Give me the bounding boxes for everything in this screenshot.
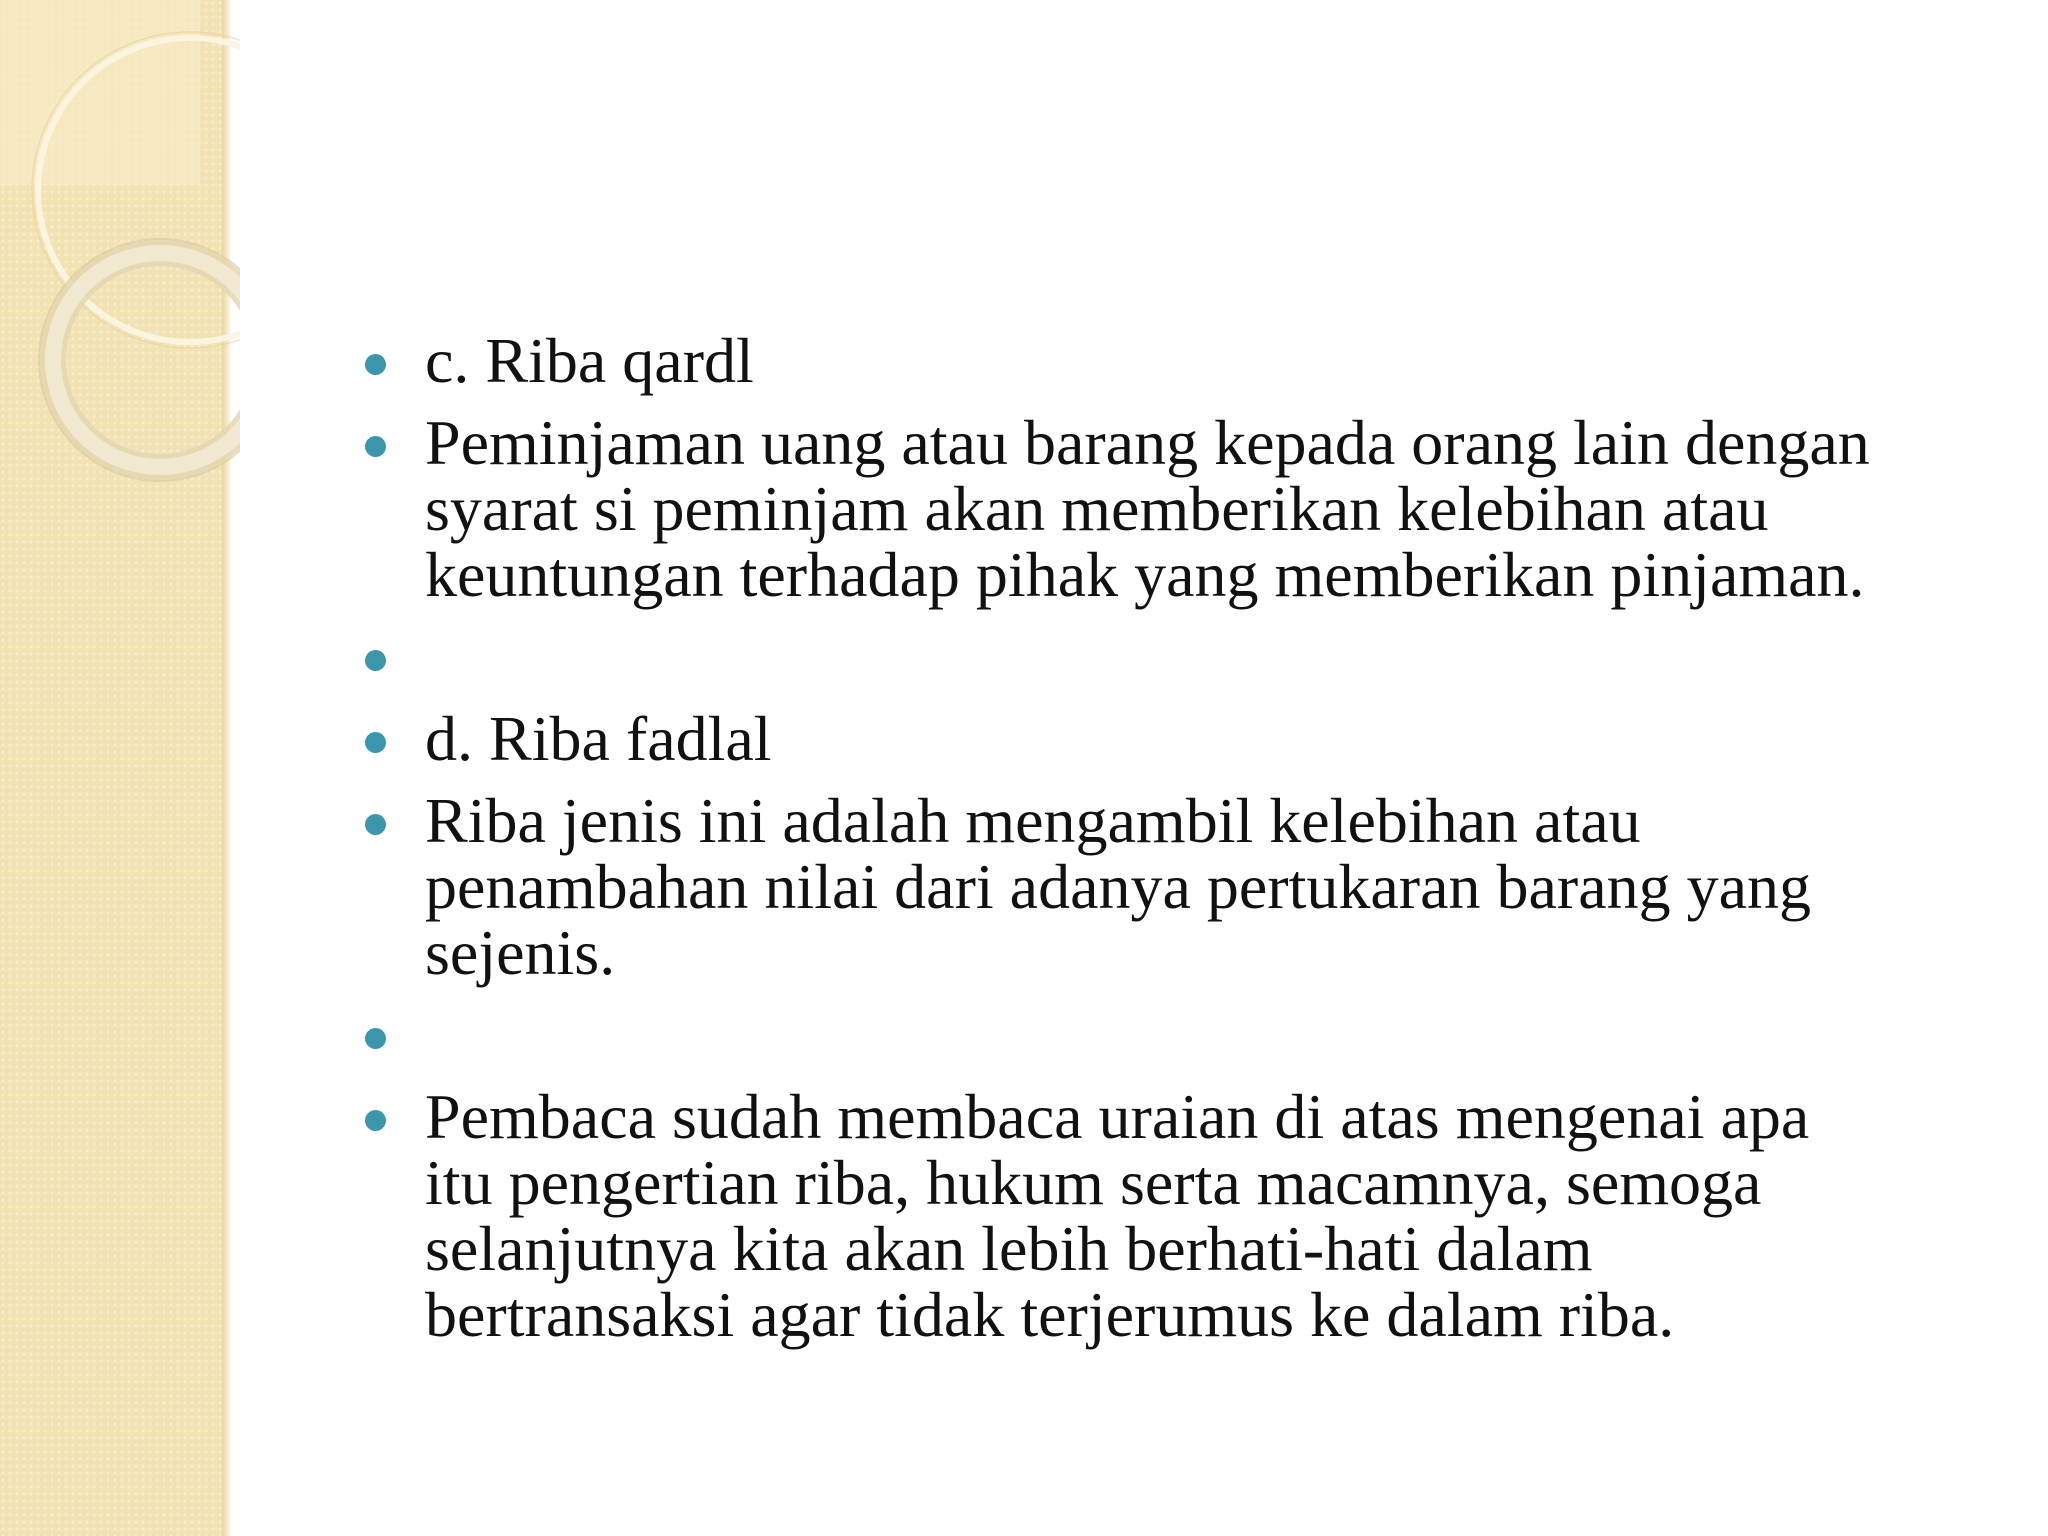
bullet-item-riba-fadlal-definition (350, 785, 2010, 988)
bullet-item-empty (350, 624, 2010, 690)
bullet-text: d. Riba fadlal (425, 703, 772, 774)
bullet-dot-icon (365, 354, 386, 375)
bullet-text: Riba jenis ini adalah mengambil kelebihan atau penambahan nilai dari adanya pertukaran barang yang sejenis. (425, 785, 1812, 988)
bullet-text: Pembaca sudah membaca uraian di atas mengenai apa itu pengertian riba, hukum serta macamnya, semoga selanjutnya kita akan lebih berhati-hati dalam bertransaksi agar tidak terjerumus ke dalam riba. (425, 1081, 1810, 1350)
bullet-dot-icon (365, 650, 386, 671)
bullet-dot-icon (365, 732, 386, 753)
bullet-item-riba-qardl-definition (350, 407, 2010, 610)
bullet-dot-icon (365, 814, 386, 835)
bullet-item-closing-paragraph (350, 1081, 2010, 1350)
bullet-list (350, 325, 2010, 1364)
bullet-dot-icon (365, 1110, 386, 1131)
bullet-item-empty (350, 1002, 2010, 1068)
bullet-item-riba-fadlal-heading (350, 703, 2010, 774)
bullet-dot-icon (365, 436, 386, 457)
decorative-rings (0, 0, 240, 520)
bullet-dot-icon (365, 1028, 386, 1049)
bullet-text: Peminjaman uang atau barang kepada orang lain dengan syarat si peminjam akan memberikan kelebihan atau keuntungan terhadap pihak yang memberikan pinjaman. (425, 407, 1870, 610)
bullet-text: c. Riba qardl (425, 325, 754, 396)
bullet-item-riba-qardl-heading (350, 325, 2010, 396)
